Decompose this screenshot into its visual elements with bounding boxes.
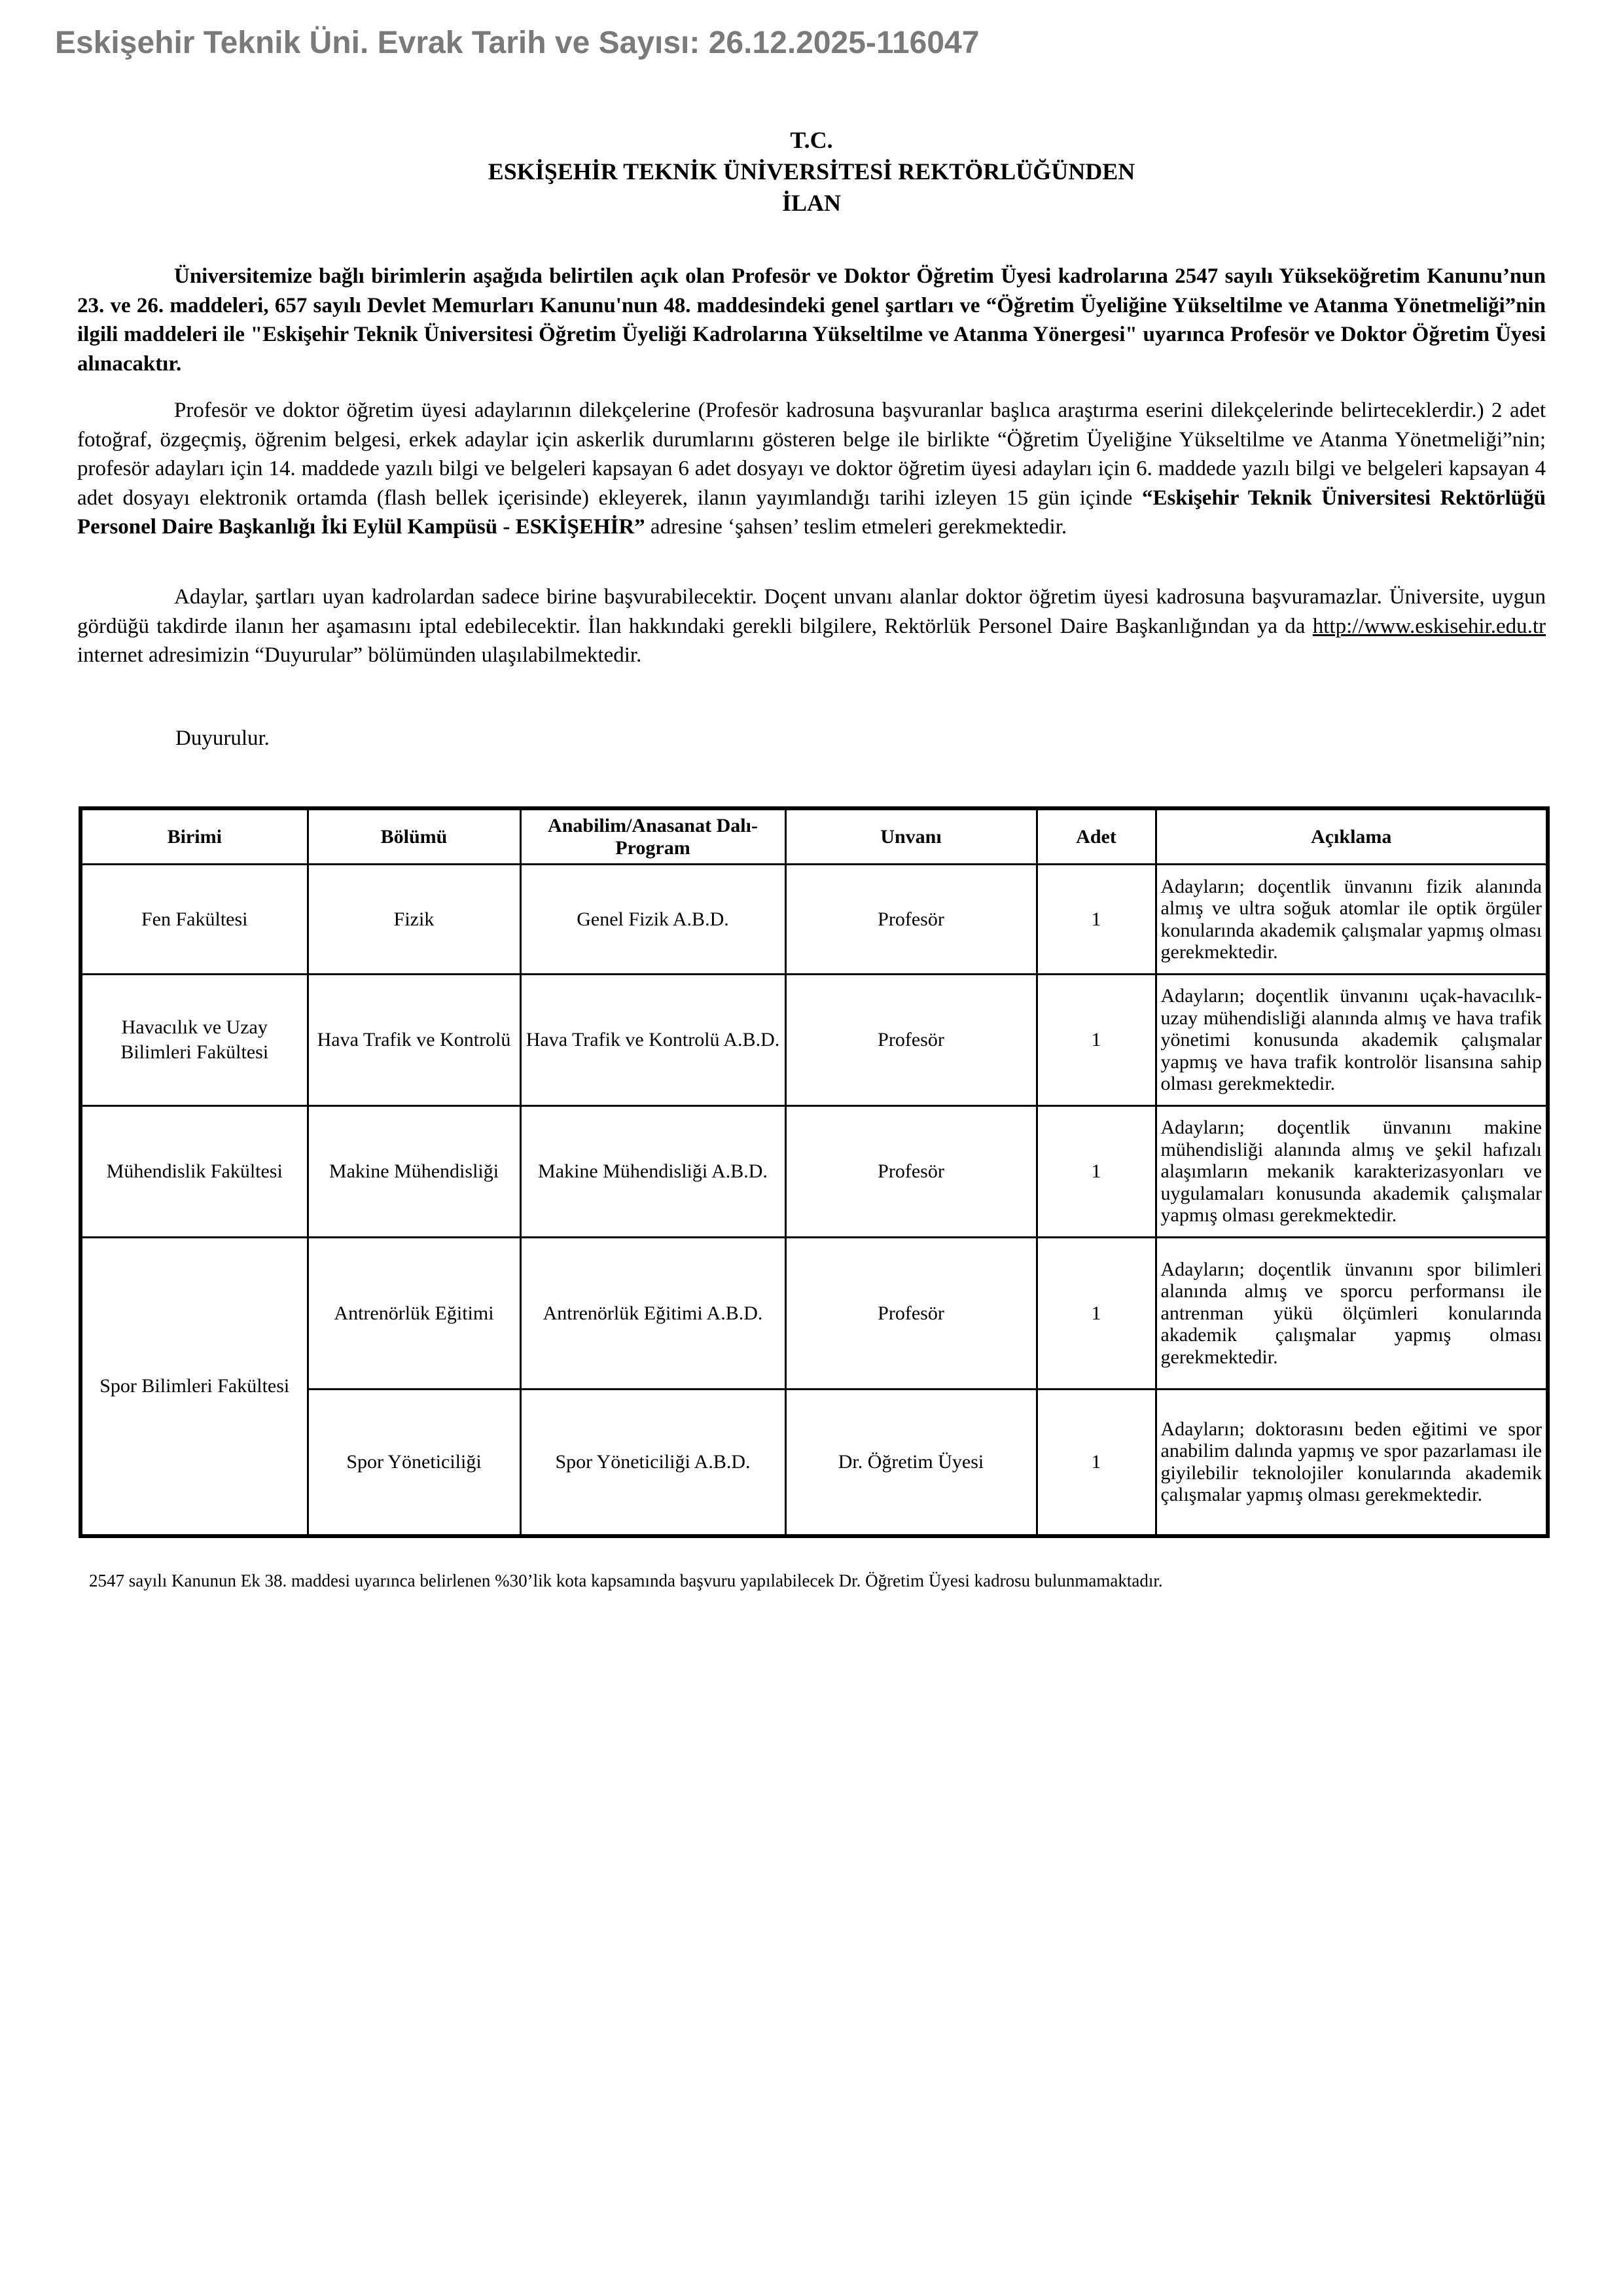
heading-ilan: İLAN (781, 190, 842, 216)
cell-anabilim: Genel Fizik A.B.D. (520, 865, 785, 975)
quota-footnote: 2547 sayılı Kanunun Ek 38. maddesi uyarınca belirlenen %30’lik kota kapsamında başvuru yapılabilecek Dr. Öğretim Üyesi kadrosu bulunmamaktadır. (89, 1571, 1163, 1590)
header-adet: Adet (1037, 808, 1156, 865)
heading-tc: T.C. (790, 127, 833, 153)
cell-adet: 1 (1037, 1238, 1156, 1390)
cell-anabilim: Spor Yöneticiliği A.B.D. (520, 1390, 785, 1536)
cell-anabilim: Antrenörlük Eğitimi A.B.D. (520, 1238, 785, 1390)
cell-birimi: Mühendislik Fakültesi (80, 1106, 308, 1238)
cell-aciklama: Adayların; doçentlik ünvanını spor bilimleri alanında almış ve sporcu performansı ile antrenman yükü ölçümleri konularında akademik çalışmalar yapmış olması gerekmektedir. (1156, 1238, 1548, 1390)
cell-bolumu: Spor Yöneticiliği (308, 1390, 520, 1536)
conditions-paragraph (77, 583, 1546, 670)
header-anabilim: Anabilim/Anasanat Dalı-Program (520, 808, 785, 865)
conditions-text: Adaylar, şartları uyan kadrolardan sadece birine başvurabilecektir. Doçent unvanı alanlar doktor öğretim üyesi kadrosuna başvuramazlar. Üniversite, uygun gördüğü takdirde ilanın her aşamasını iptal edebilecektir. İlan hakkındaki gerekli bilgilere, Rektörlük Personel Daire Başkanlığından ya da (77, 585, 1546, 638)
header-bolumu: Bölümü (308, 808, 520, 865)
table-row (80, 1106, 1548, 1238)
cell-anabilim: Makine Mühendisliği A.B.D. (520, 1106, 785, 1238)
cell-aciklama: Adayların; doçentlik ünvanını fizik alanında almış ve ultra soğuk atomlar ile optik örgüler konularında akademik çalışmalar yapmış olması gerekmektedir. (1156, 865, 1548, 975)
header-aciklama: Açıklama (1156, 808, 1548, 865)
cell-unvani: Profesör (785, 1106, 1037, 1238)
cell-aciklama: Adayların; doktorasını beden eğitimi ve spor anabilim dalında yapmış ve spor pazarlaması ile giyilebilir teknolojiler konularında akademik çalışmalar yapmış olması gerekmektedir. (1156, 1390, 1548, 1536)
website-link[interactable]: http://www.eskisehir.edu.tr (1312, 614, 1546, 638)
cell-aciklama: Adayların; doçentlik ünvanını makine mühendisliği alanında almış ve şekil hafızalı alaşımların mekanik karakterizasyonları ve uygulamaları konusunda akademik çalışmalar yapmış olması gerekmektedir. (1156, 1106, 1548, 1238)
header-birimi: Birimi (80, 808, 308, 865)
application-paragraph (77, 396, 1546, 542)
cell-unvani: Profesör (785, 1238, 1037, 1390)
document-number-watermark: Eskişehir Teknik Üni. Evrak Tarih ve Sayısı: 26.12.2025-116047 (55, 26, 980, 60)
table-row (80, 1238, 1548, 1390)
cell-birimi: Spor Bilimleri Fakültesi (80, 1238, 308, 1536)
header-unvani: Unvanı (785, 808, 1037, 865)
cell-birimi: Havacılık ve Uzay Bilimleri Fakültesi (80, 975, 308, 1106)
cell-bolumu: Antrenörlük Eğitimi (308, 1238, 520, 1390)
cell-adet: 1 (1037, 975, 1156, 1106)
table-row (80, 975, 1548, 1106)
cell-anabilim: Hava Trafik ve Kontrolü A.B.D. (520, 975, 785, 1106)
intro-paragraph: Üniversitemize bağlı birimlerin aşağıda belirtilen açık olan Profesör ve Doktor Öğretim Üyesi kadrolarına 2547 sayılı Yükseköğretim Kanunu’nun 23. ve 26. maddeleri, 657 sayılı Devlet Memurları Kanunu'nun 48. maddesindeki genel şartları ve “Öğretim Üyeliğine Yükseltilme ve Atanma Yönetmeliği”nin ilgili maddeleri ile "Eskişehir Teknik Üniversitesi Öğretim Üyeliği Kadrolarına Yükseltilme ve Atanma Yönergesi" uyarınca Profesör ve Doktor Öğretim Üyesi alınacaktır. (77, 264, 1546, 376)
cell-adet: 1 (1037, 1106, 1156, 1238)
cell-bolumu: Hava Trafik ve Kontrolü (308, 975, 520, 1106)
cell-bolumu: Makine Mühendisliği (308, 1106, 520, 1238)
table-row (80, 865, 1548, 975)
application-text: Profesör ve doktor öğretim üyesi adaylarının dilekçelerine (Profesör kadrosuna başvuranlar başlıca araştırma eserini dilekçelerinde belirteceklerdir.) 2 adet fotoğraf, özgeçmiş, öğrenim belgesi, erkek adaylar için askerlik durumlarını gösteren belge ile birlikte “Öğretim Üyeliğine Yükseltilme ve Atanma Yönetmeliği”nin; profesör adayları için 14. maddede yazılı bilgi ve belgeleri kapsayan 6 adet dosyayı ve doktor öğretim üyesi adayları için 6. maddede yazılı bilgi ve belgeleri kapsayan 4 adet dosyayı elektronik ortamda (flash bellek içerisinde) ekleyerek, ilanın yayımlandığı tarihi izleyen 15 gün içinde (77, 399, 1546, 510)
cell-unvani: Profesör (785, 975, 1037, 1106)
announcement-heading (0, 124, 1623, 219)
announcement-closing: Duyurulur. (175, 726, 270, 750)
cell-unvani: Profesör (785, 865, 1037, 975)
cell-bolumu: Fizik (308, 865, 520, 975)
table-header-row (80, 808, 1548, 865)
application-text-end: adresine ‘şahsen’ teslim etmeleri gerekmektedir. (645, 515, 1067, 539)
positions-table (79, 806, 1550, 1538)
cell-aciklama: Adayların; doçentlik ünvanını uçak-havacılık-uzay mühendisliği alanında almış ve hava trafik yönetimi konusunda akademik çalışmalar yapmış ve hava trafik kontrolör lisansına sahip olması gerekmektedir. (1156, 975, 1548, 1106)
cell-unvani: Dr. Öğretim Üyesi (785, 1390, 1037, 1536)
cell-adet: 1 (1037, 865, 1156, 975)
heading-rectorate: ESKİŞEHİR TEKNİK ÜNİVERSİTESİ REKTÖRLÜĞÜNDEN (488, 158, 1135, 185)
cell-birimi: Fen Fakültesi (80, 865, 308, 975)
cell-adet: 1 (1037, 1390, 1156, 1536)
application-address: “Eskişehir Teknik Üniversitesi Rektörlüğü Personel Daire Başkanlığı İki Eylül Kampüsü - ESKİŞEHİR” (77, 486, 1546, 539)
conditions-text-end: internet adresimizin “Duyurular” bölümünden ulaşılabilmektedir. (77, 643, 642, 667)
